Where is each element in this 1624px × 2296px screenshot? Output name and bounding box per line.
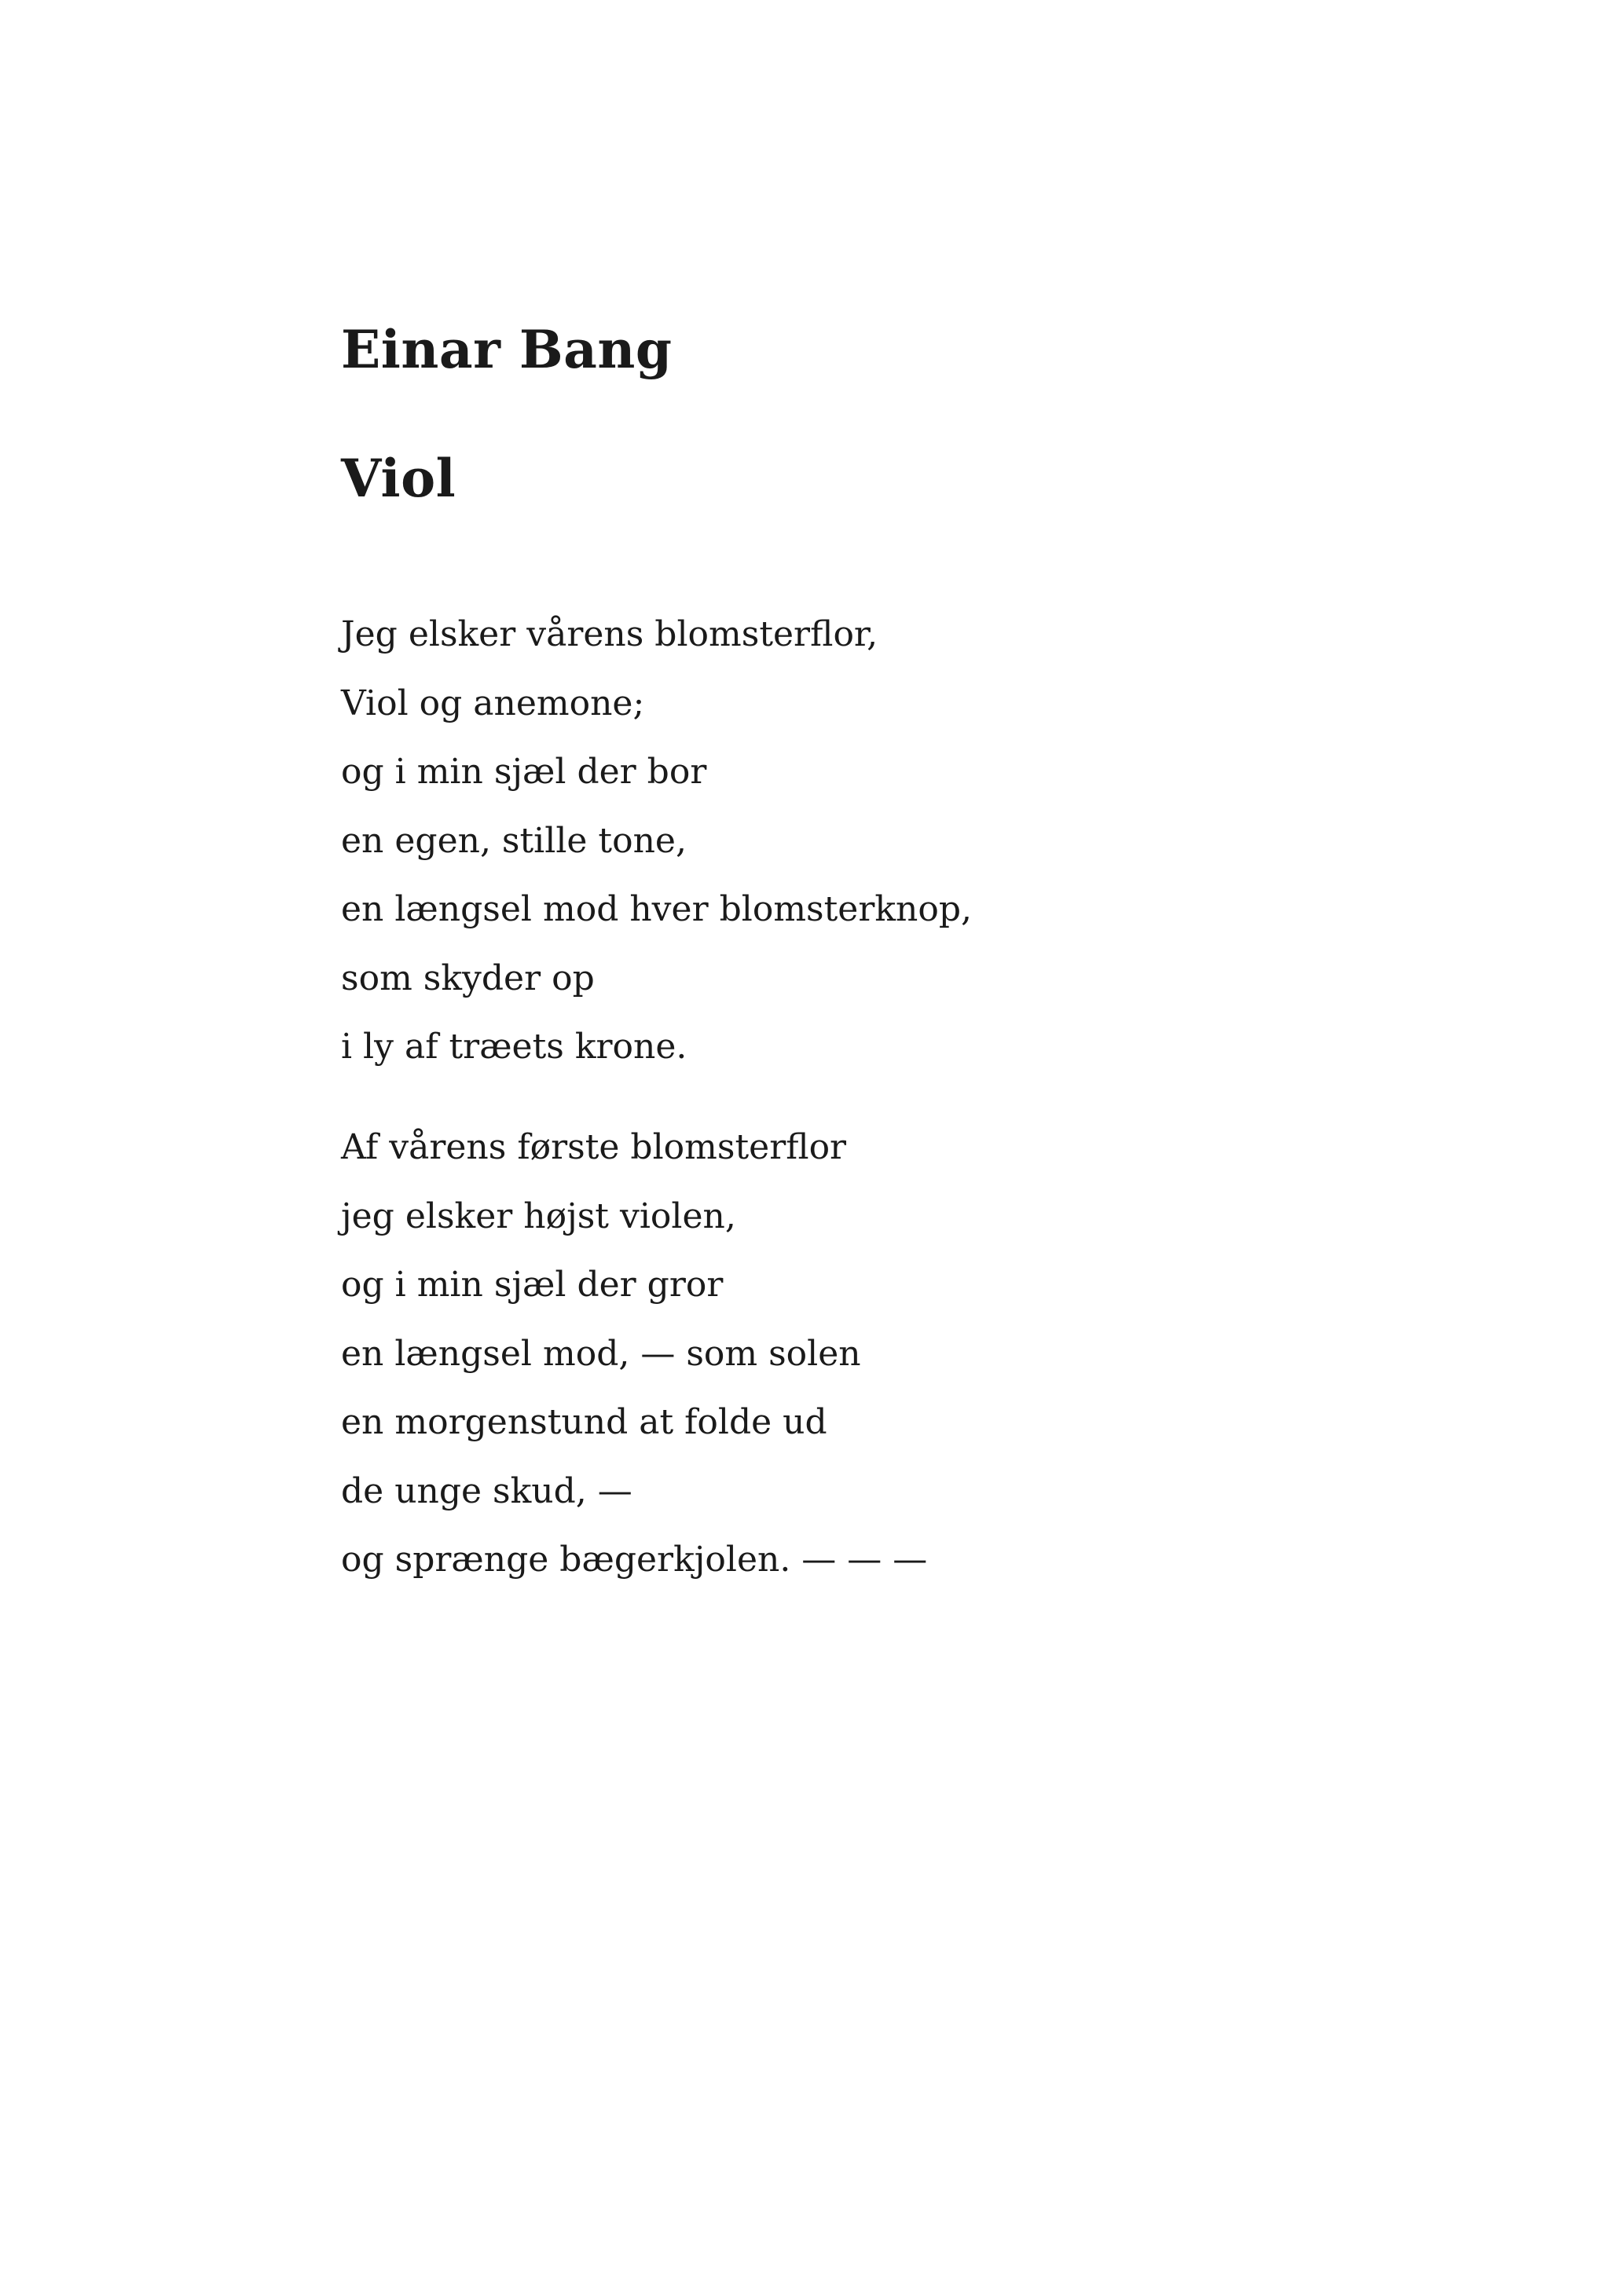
poem-line: Viol og anemone;	[341, 683, 645, 723]
poem-line: Af vårens første blomsterflor	[341, 1127, 847, 1167]
stanza-2	[341, 1126, 927, 1608]
poem-line: i ly af træets krone.	[341, 1027, 687, 1067]
poem-line: og sprænge bægerkjolen. — — —	[341, 1540, 928, 1580]
poem-line: og i min sjæl der bor	[341, 752, 707, 792]
poem-line: og i min sjæl der gror	[341, 1265, 724, 1305]
stanza-1	[341, 613, 972, 1095]
poem-line: som skyder op	[341, 958, 595, 998]
author-name: Einar Bang	[341, 319, 673, 380]
poem-title: Viol	[341, 448, 456, 509]
poem-line: en egen, stille tone,	[341, 820, 687, 861]
poem-line: jeg elsker højst violen,	[341, 1196, 736, 1236]
poem-line: en længsel mod hver blomsterknop,	[341, 889, 973, 929]
poem-line: en morgenstund at folde ud	[341, 1402, 827, 1442]
poem-line: Jeg elsker vårens blomsterflor,	[341, 614, 878, 654]
poem-line: en længsel mod, — som solen	[341, 1333, 861, 1374]
poem-line: de unge skud, —	[341, 1470, 632, 1511]
